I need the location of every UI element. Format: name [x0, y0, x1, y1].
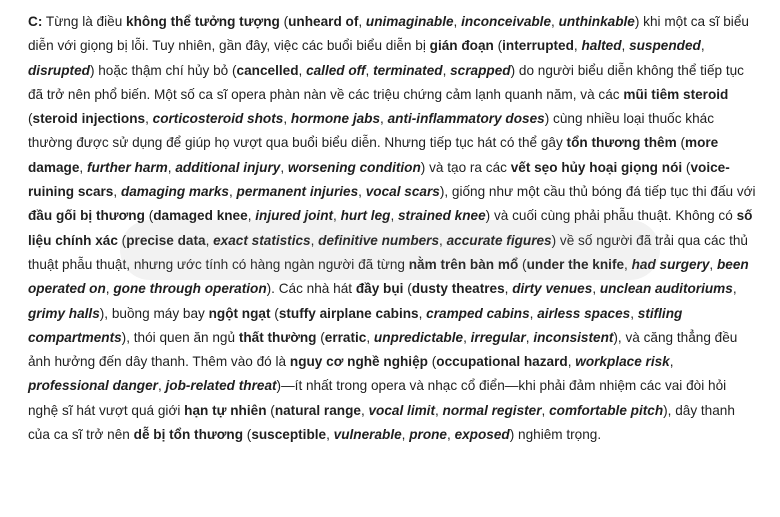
term-synonym: unpredictable: [373, 329, 464, 345]
body-text: ,: [390, 208, 398, 224]
term-keyword: occupational hazard: [436, 354, 568, 370]
term-keyword: steroid injections: [32, 111, 146, 127]
term-synonym-wrapper: [369, 403, 435, 418]
term-synonym-wrapper: [471, 330, 526, 345]
body-text: ,: [700, 38, 705, 54]
term-synonym-wrapper: [461, 14, 551, 29]
body-text: ,: [79, 159, 87, 175]
term-synonym: injured joint: [255, 208, 334, 224]
body-text: (: [493, 38, 503, 54]
term-synonym-wrapper: [581, 38, 621, 53]
body-text: )—ít nhất trong opera và nhạc cổ điển—khi phải đảm nhiệm các vai đòi hỏi nghệ sĩ hát vượt quá giới: [28, 378, 727, 418]
term-keyword: unheard of: [288, 14, 359, 29]
term-synonym: suspended: [629, 38, 701, 54]
term-keyword: dusty theatres: [411, 281, 505, 297]
body-text: ,: [418, 305, 427, 321]
term-synonym: dirty venues: [512, 281, 593, 297]
term-synonym: normal register: [442, 402, 542, 418]
body-text: ,: [366, 329, 374, 345]
body-text: ,: [621, 38, 630, 54]
term-keyword: damaged knee: [153, 208, 248, 224]
term-synonym-wrapper: [398, 208, 486, 223]
body-text: (: [270, 305, 279, 321]
term-synonym: been operated on: [28, 256, 749, 297]
term-synonym-wrapper: [113, 281, 266, 296]
body-text: ,: [360, 402, 369, 418]
term-synonym-wrapper: [166, 378, 277, 393]
body-text: ), thói quen ăn ngủ: [121, 329, 239, 345]
term-synonym: permanent injuries: [236, 184, 359, 200]
term-synonym-wrapper: [213, 233, 310, 248]
term-keyword: đầu gối bị thương: [28, 208, 145, 224]
term-synonym-wrapper: [426, 306, 530, 321]
term-keyword: precise data: [126, 232, 206, 248]
body-text: ,: [447, 427, 455, 443]
term-keyword: C:: [28, 14, 43, 29]
term-keyword: không thể tưởng tượng: [126, 14, 280, 29]
term-synonym: inconceivable: [461, 14, 552, 29]
body-text: ,: [592, 281, 600, 297]
body-text: ,: [630, 305, 638, 321]
term-synonym-wrapper: [366, 14, 454, 29]
body-text: (: [316, 329, 325, 345]
term-synonym-wrapper: [121, 184, 229, 199]
body-text: ,: [247, 208, 256, 224]
body-text: (: [117, 232, 127, 248]
term-keyword: dễ bị tổn thương: [133, 427, 243, 443]
body-text: (: [279, 14, 289, 29]
term-synonym: prone: [409, 427, 447, 443]
body-text: (: [676, 135, 685, 151]
term-synonym: unclean auditoriums: [599, 281, 733, 297]
body-text: ). Các nhà hát: [266, 281, 356, 297]
term-synonym: exact statistics: [213, 232, 311, 248]
term-synonym: exposed: [454, 427, 510, 443]
body-text: ,: [298, 62, 307, 78]
term-keyword: vết sẹo hủy hoại giọng nói: [510, 159, 683, 175]
body-text: ,: [439, 232, 447, 248]
term-synonym-wrapper: [374, 330, 463, 345]
term-synonym: damaging marks: [120, 184, 229, 200]
term-synonym-wrapper: [447, 233, 552, 248]
term-synonym: further harm: [86, 159, 168, 175]
body-text: ,: [326, 427, 334, 443]
term-synonym: hormone jabs: [290, 111, 381, 127]
body-text: ,: [442, 62, 451, 78]
term-keyword: stuffy airplane cabins: [278, 305, 419, 321]
term-keyword: ngột ngạt: [208, 305, 271, 321]
body-text: ,: [167, 159, 176, 175]
term-synonym: cramped cabins: [426, 305, 530, 321]
term-synonym: called off: [306, 62, 366, 78]
term-synonym: stifling compartments: [28, 305, 683, 345]
body-text: ), dây thanh của ca sĩ trở nên: [28, 402, 735, 443]
term-synonym: corticosteroid shots: [152, 111, 284, 127]
body-text: ) khi một ca sĩ biểu diễn với giọng bị lỗi. Tuy nhiên, gần đây, việc các buổi biểu diễn bị: [28, 14, 749, 54]
term-synonym-wrapper: [512, 281, 592, 296]
body-text: ,: [358, 14, 366, 29]
term-keyword: natural range: [274, 402, 361, 418]
body-text: ,: [365, 62, 374, 78]
body-text: ,: [434, 402, 443, 418]
term-synonym: terminated: [373, 62, 443, 78]
term-synonym-wrapper: [443, 403, 542, 418]
term-keyword: đầy bụi: [355, 281, 404, 297]
body-text: (: [28, 111, 33, 127]
term-synonym: strained knee: [398, 208, 486, 224]
body-text: ) cùng nhiều loại thuốc khác thường được sử dụng để giúp họ vượt qua buổi biểu diễn. Nhưng tiếp tục hát có thể gây: [28, 111, 714, 151]
body-text: ), và căng thẳng đều ảnh hưởng đến dây thanh. Thêm vào đó là: [28, 329, 738, 370]
body-text: ), giống như một cầu thủ bóng đá tiếp tục thi đấu với: [439, 184, 756, 200]
answer-paragraph: [28, 10, 758, 447]
body-text: Từng là điều: [42, 14, 127, 29]
body-text: ,: [463, 329, 471, 345]
term-synonym: had surgery: [631, 256, 710, 272]
body-text: ) về số người đã trải qua các thủ thuật phẫu thuật, nhưng ước tính có hàng ngàn người đã từng: [28, 232, 748, 272]
term-keyword: cancelled: [236, 62, 299, 78]
term-synonym-wrapper: [549, 403, 663, 418]
body-text: ,: [624, 256, 632, 272]
term-synonym-wrapper: [175, 160, 280, 175]
term-synonym-wrapper: [629, 38, 701, 53]
body-text: ,: [525, 329, 534, 345]
term-synonym-wrapper: [632, 257, 710, 272]
term-synonym-wrapper: [153, 111, 284, 126]
term-synonym-wrapper: [28, 378, 158, 393]
term-synonym-wrapper: [318, 233, 439, 248]
term-synonym: job-related threat: [165, 378, 277, 394]
term-synonym: grimy halls: [28, 305, 100, 321]
term-keyword: số liệu chính xác: [28, 208, 753, 248]
term-synonym: unimaginable: [365, 14, 454, 29]
body-text: ,: [504, 281, 513, 297]
body-text: ,: [573, 38, 582, 54]
term-synonym: gone through operation: [113, 281, 267, 297]
term-synonym-wrapper: [575, 354, 669, 369]
term-synonym-wrapper: [237, 184, 359, 199]
term-synonym: hurt leg: [340, 208, 391, 224]
term-synonym-wrapper: [533, 330, 613, 345]
term-keyword: nguy cơ nghề nghiệp: [289, 354, 428, 370]
body-text: (: [403, 281, 412, 297]
term-synonym: professional danger: [28, 378, 158, 394]
term-synonym: vocal scars: [365, 184, 440, 200]
body-text: ,: [732, 281, 737, 297]
term-synonym-wrapper: [255, 208, 333, 223]
term-synonym-wrapper: [28, 306, 100, 321]
body-text: ), buồng máy bay: [99, 305, 209, 321]
term-synonym-wrapper: [388, 111, 545, 126]
term-keyword: more damage: [28, 135, 719, 175]
term-synonym: workplace risk: [575, 354, 670, 370]
body-text: ,: [228, 184, 237, 200]
term-keyword: nằm trên bàn mổ: [408, 256, 519, 272]
body-text: (: [266, 402, 275, 418]
body-text: (: [682, 159, 691, 175]
body-text: ) do người biểu diễn không thể tiếp tục đã trở nên phổ biến. Một số ca sĩ opera phàn nàn về các triệu chứng cảm lạnh quanh năm, và các: [28, 62, 744, 102]
body-text: ,: [709, 256, 717, 272]
term-keyword: tổn thương thêm: [566, 135, 677, 151]
body-text: ,: [551, 14, 559, 29]
term-synonym: additional injury: [175, 159, 281, 175]
term-keyword: interrupted: [502, 38, 574, 54]
body-text: ,: [401, 427, 410, 443]
term-synonym-wrapper: [334, 427, 402, 442]
body-text: ,: [453, 14, 462, 29]
body-text: (: [427, 354, 437, 370]
body-text: (: [518, 256, 527, 272]
body-text: (: [243, 427, 252, 443]
term-synonym: accurate figures: [446, 232, 552, 248]
body-text: ) nghiêm trọng.: [509, 427, 602, 443]
term-synonym: anti-inflammatory doses: [387, 111, 545, 127]
term-synonym: scrapped: [450, 62, 511, 78]
body-text: ,: [205, 232, 214, 248]
body-text: ,: [669, 354, 674, 370]
term-synonym: vocal limit: [368, 402, 435, 418]
term-synonym: vulnerable: [333, 427, 402, 443]
body-text: ,: [541, 402, 550, 418]
term-synonym: airless spaces: [537, 305, 631, 321]
term-synonym-wrapper: [450, 63, 510, 78]
term-synonym-wrapper: [28, 63, 90, 78]
term-synonym-wrapper: [306, 63, 365, 78]
term-synonym-wrapper: [409, 427, 447, 442]
body-text: ,: [358, 184, 366, 200]
term-synonym: halted: [581, 38, 622, 54]
body-text: ,: [283, 111, 291, 127]
term-keyword: hạn tự nhiên: [184, 402, 267, 418]
body-text: ,: [380, 111, 388, 127]
term-synonym-wrapper: [455, 427, 510, 442]
term-synonym-wrapper: [341, 208, 391, 223]
term-synonym: unthinkable: [558, 14, 635, 29]
body-text: ) hoặc thậm chí hủy bỏ (: [89, 62, 237, 78]
term-keyword: susceptible: [251, 427, 327, 443]
term-synonym: irregular: [470, 329, 526, 345]
term-keyword: erratic: [324, 329, 367, 345]
body-text: ,: [145, 111, 153, 127]
term-synonym: disrupted: [28, 62, 90, 78]
body-text: ,: [310, 232, 319, 248]
term-synonym-wrapper: [288, 160, 421, 175]
body-text: ,: [113, 184, 121, 200]
term-keyword: voice-ruining scars: [28, 159, 730, 200]
term-synonym-wrapper: [559, 14, 635, 29]
term-synonym: worsening condition: [287, 159, 421, 175]
term-synonym-wrapper: [291, 111, 380, 126]
body-text: ,: [529, 305, 538, 321]
term-synonym-wrapper: [537, 306, 630, 321]
body-text: ,: [105, 281, 114, 297]
term-synonym-wrapper: [366, 184, 440, 199]
body-text: (: [144, 208, 154, 224]
body-text: ,: [567, 354, 576, 370]
term-synonym: definitive numbers: [318, 232, 440, 248]
body-text: ,: [157, 378, 166, 394]
term-synonym: comfortable pitch: [549, 402, 664, 418]
term-keyword: mũi tiêm steroid: [623, 86, 729, 102]
term-synonym-wrapper: [373, 63, 443, 78]
term-keyword: under the knife: [526, 256, 625, 272]
term-keyword: gián đoạn: [429, 38, 494, 54]
term-keyword: thất thường: [238, 329, 317, 345]
term-synonym-wrapper: [87, 160, 168, 175]
term-synonym-wrapper: [600, 281, 733, 296]
body-text: ) và tạo ra các: [420, 159, 511, 175]
term-synonym: inconsistent: [533, 329, 614, 345]
body-text: ) và cuối cùng phải phẫu thuật. Không có: [485, 208, 737, 224]
body-text: ,: [280, 159, 288, 175]
body-text: ,: [333, 208, 341, 224]
